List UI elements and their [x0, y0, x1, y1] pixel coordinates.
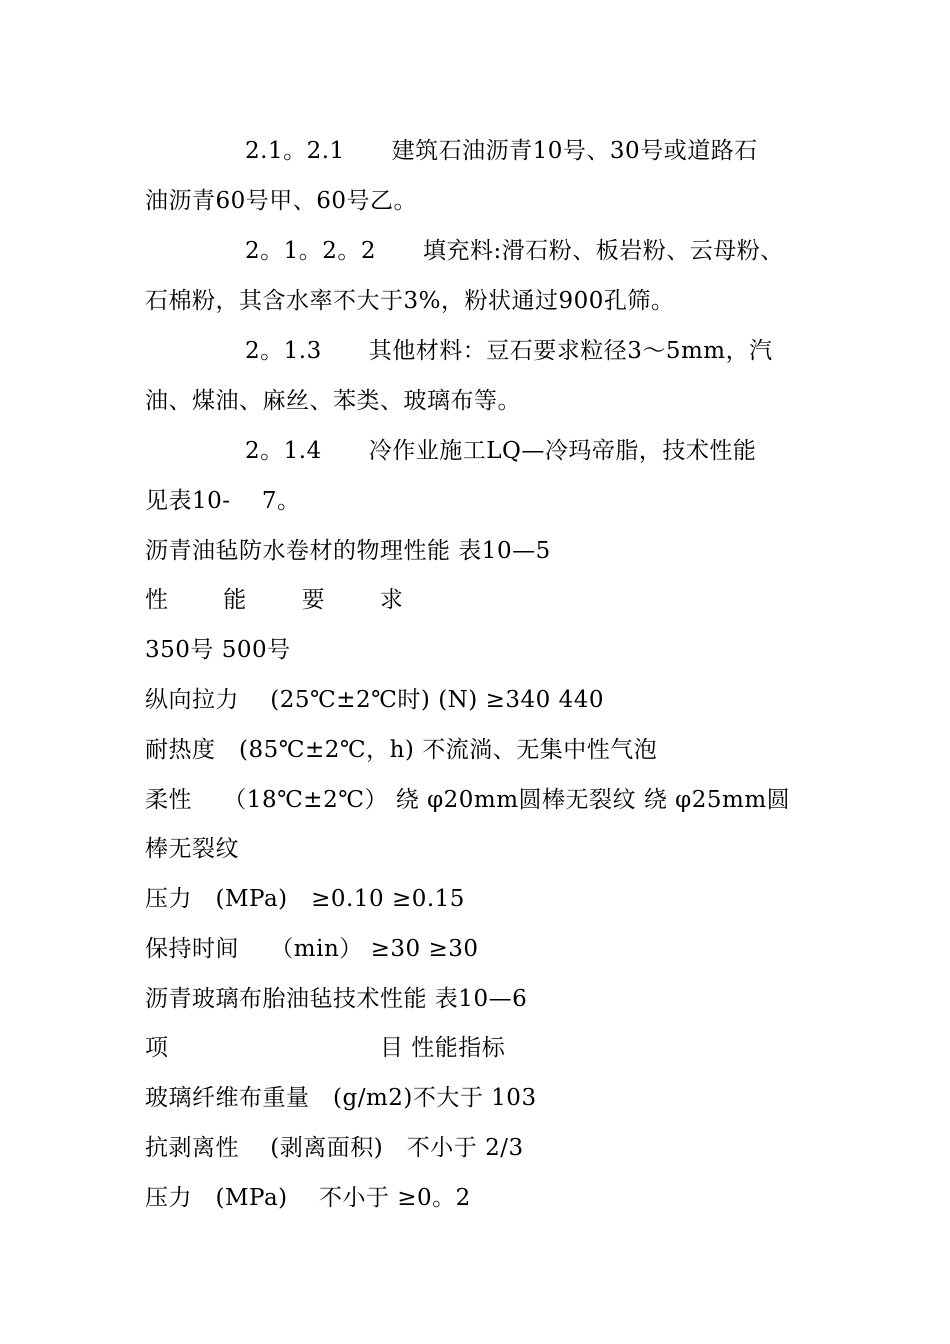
table-row: 抗剥离性 (剥离面积) 不小于 2/3 — [145, 1135, 524, 1161]
section-2-1-4-line: 2。1.4 冷作业施工LQ—冷玛帝脂，技术性能 — [245, 438, 757, 464]
paragraph-line: 油沥青60号甲、60号乙。 — [145, 188, 418, 214]
paragraph-line: 见表10- 7。 — [145, 488, 301, 514]
section-2-1-3-line: 2。1.3 其他材料：豆石要求粒径3～5mm，汽 — [245, 338, 773, 364]
table-row: 柔性 （18℃±2℃） 绕 φ20mm圆棒无裂纹 绕 φ25mm圆 — [145, 787, 791, 813]
table-10-5-title: 沥青油毡防水卷材的物理性能 表10—5 — [145, 538, 551, 564]
paragraph-line: 石棉粉，其含水率不大于3%，粉状通过900孔筛。 — [145, 288, 675, 314]
table-row: 纵向拉力 (25℃±2℃时) (N) ≥340 440 — [145, 687, 604, 713]
table-row: 压力 (MPa) 不小于 ≥0。2 — [145, 1185, 471, 1211]
table-10-6-title: 沥青玻璃布胎油毡技术性能 表10—6 — [145, 986, 528, 1012]
table-row: 耐热度 (85℃±2℃，h) 不流淌、无集中性气泡 — [145, 737, 658, 763]
table-header-line: 性 能 要 求 — [145, 587, 404, 613]
section-2-1-2-1-line: 2.1。2.1 建筑石油沥青10号、30号或道路石 — [245, 138, 758, 164]
paragraph-line: 油、煤油、麻丝、苯类、玻璃布等。 — [145, 388, 521, 414]
table-row: 棒无裂纹 — [145, 836, 239, 862]
section-2-1-2-2-line: 2。1。2。2 填充料:滑石粉、板岩粉、云母粉、 — [245, 238, 784, 264]
table-row: 350号 500号 — [145, 637, 291, 663]
table-row: 玻璃纤维布重量 (g/m2)不大于 103 — [145, 1085, 537, 1111]
table-header-line: 项 目 性能指标 — [145, 1035, 506, 1061]
table-row: 保持时间 （min） ≥30 ≥30 — [145, 936, 479, 962]
table-row: 压力 (MPa) ≥0.10 ≥0.15 — [145, 886, 465, 912]
